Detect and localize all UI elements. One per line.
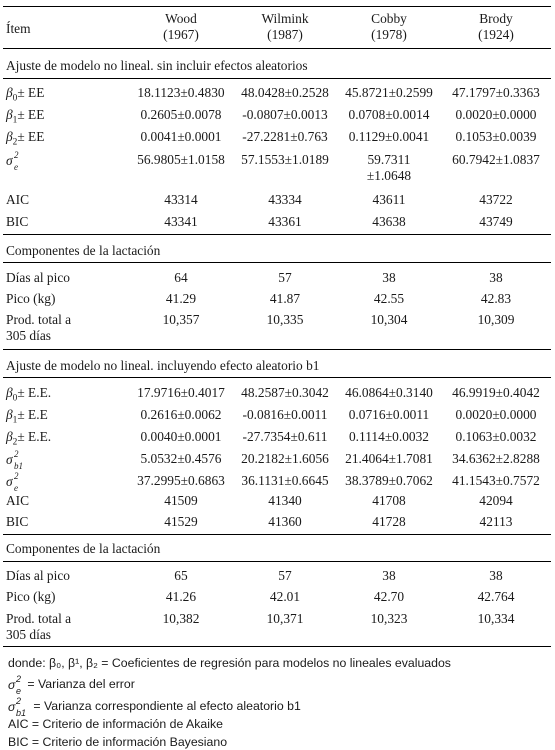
cell: 42094 [479,493,513,508]
cell: 0.1053±0.0039 [455,129,537,144]
cell: 45.8721±0.2599 [345,85,433,100]
cell: 42113 [479,514,513,529]
cell: 0.1063±0.0032 [455,429,537,444]
cell: 41.29 [165,291,197,306]
cell: 43611 [372,192,406,207]
rule-section1 [3,78,551,79]
cell: 17.9716±0.4017 [137,385,225,400]
cell: 43722 [479,192,513,207]
cell: 65 [174,568,188,583]
row-label-prod-2: 305 días [6,328,52,343]
header-wood: Wood [165,11,197,26]
rule-comp2 [3,561,551,562]
header-item: Ítem [6,21,31,36]
cell: 41340 [268,493,302,508]
row-label-peak: Pico (kg) [6,291,56,306]
row-label-days-peak-2: Días al pico [6,568,70,583]
row-label-prod-b-2: 305 días [6,627,52,642]
cell: 10,357 [162,312,200,327]
cell: 43341 [164,214,198,229]
cell: 43749 [479,214,513,229]
row-label-prod: Prod. total a [6,312,72,327]
row-label-b1: $\beta_1\pm$ EE [6,107,45,126]
row-label-bic: BIC [6,214,29,229]
cell: 41728 [372,514,406,529]
cell: 38.3789±0.7062 [345,473,433,488]
cell: 0.0040±0.0001 [140,429,222,444]
row-label-b0: $\beta_0\pm$ EE [6,85,45,104]
cell: 47.1797±0.3363 [452,85,540,100]
cell: 38 [382,568,396,583]
cell: 0.2616±0.0062 [140,407,222,422]
rule-section1-end [3,234,551,235]
cell: 10,382 [162,611,200,626]
comp2-title: Componentes de la lactación [6,541,161,556]
cell: 59.7311 [367,152,411,167]
cell-continuation: ±1.0648 [366,168,412,183]
cell: 43361 [268,214,302,229]
cell: 38 [382,270,396,285]
cell: 21.4064±1.7081 [345,451,433,466]
cell: 56.9805±1.0158 [137,152,225,167]
cell: 0.0716±0.0011 [348,407,430,422]
row-label-b0-ee: $\beta_0\pm E.E$. [6,385,52,404]
cell: 0.2605±0.0078 [140,107,222,122]
cell: 34.6362±2.8288 [452,451,540,466]
header-cobby: Cobby [371,11,407,26]
row-label-aic: AIC [6,192,30,207]
cell: 10,335 [266,312,304,327]
row-label-days-peak: Días al pico [6,270,70,285]
cell: 48.0428±0.2528 [241,85,329,100]
cell: 42.55 [373,291,405,306]
cell: -27.7354±0.611 [242,429,328,444]
header-brody: Brody [479,11,513,26]
cell: 0.0708±0.0014 [348,107,430,122]
cell: 42.70 [373,589,405,604]
cell: 0.0041±0.0001 [140,129,222,144]
cell: 0.1129±0.0041 [348,129,430,144]
cell: 46.0864±0.3140 [345,385,433,400]
cell: 43314 [164,192,198,207]
cell: 5.0532±0.4576 [140,451,222,466]
rule-header [3,48,551,49]
cell: 10,371 [266,611,304,626]
cell: 42.01 [269,589,301,604]
cell: 41708 [372,493,406,508]
header-wilmink-year: (1987) [267,27,303,42]
cell: 43638 [372,214,406,229]
cell: 43334 [268,192,302,207]
cell: 38 [489,568,503,583]
header-cobby-year: (1978) [371,27,407,42]
cell: 41360 [268,514,302,529]
cell: 60.7942±1.0837 [452,152,540,167]
header-brody-year: (1924) [478,27,514,42]
rule-section2 [3,377,551,378]
cell: 41.1543±0.7572 [452,473,540,488]
cell: 48.2587±0.3042 [241,385,329,400]
cell: 46.9919±0.4042 [452,385,540,400]
cell: 57.1553±1.0189 [241,152,329,167]
row-label-sigma-e: σ 2 e [6,150,19,172]
header-wilmink: Wilmink [261,11,309,26]
footnote-b1-variance: σ 2 b1 = Varianza correspondiente al efecto aleatorio b1 [8,696,301,718]
cell: 41529 [164,514,198,529]
cell: 64 [174,270,188,285]
row-label-aic-2: AIC [6,493,30,508]
cell: 41.26 [165,589,197,604]
row-label-b1-ee: $\beta_1\pm E.E$ [6,407,48,426]
cell: 10,334 [477,611,515,626]
cell: -0.0816±0.0011 [242,407,328,422]
cell: 20.2182±1.6056 [241,451,329,466]
section1-title: Ajuste de modelo no lineal. sin incluir efectos aleatorios [6,58,308,73]
row-label-b2: $\beta_2\pm$ EE [6,129,45,148]
cell: 18.1123±0.4830 [137,85,225,100]
footnote-error-variance: σ 2 e = Varianza del error [8,674,135,696]
cell: 41509 [164,493,198,508]
row-label-sigma-b1: σ 2 b1 [6,449,23,471]
cell: 10,309 [477,312,515,327]
rule-bottom [3,646,551,647]
footnote-aic: AIC = Criterio de información de Akaike [8,717,223,731]
cell: 10,304 [370,312,408,327]
cell: 57 [278,568,292,583]
cell: -0.0807±0.0013 [242,107,328,122]
rule-top [3,6,551,7]
row-label-sigma-e2: σ 2 e [6,471,19,493]
rule-comp1 [3,262,551,263]
cell: 0.1114±0.0032 [348,429,429,444]
cell: 36.1131±0.6645 [241,473,329,488]
footnote-bic: BIC = Criterio de información Bayesiano [8,735,228,749]
cell: 37.2995±0.6863 [137,473,225,488]
section2-title: Ajuste de modelo no lineal. incluyendo efecto aleatorio b1 [6,358,320,373]
row-label-b2-ee: $\beta_2\pm E.E$. [6,429,52,448]
cell: 57 [278,270,292,285]
cell: 0.0020±0.0000 [455,407,537,422]
cell: 38 [489,270,503,285]
cell: 42.764 [477,589,515,604]
cell: 42.83 [480,291,512,306]
header-wood-year: (1967) [163,27,199,42]
cell: 41.87 [269,291,301,306]
cell: -27.2281±0.763 [242,129,328,144]
footnote-coefficients: donde: β₀, β¹, β₂ = Coeficientes de regresión para modelos no lineales evaluados [8,656,451,670]
comp1-title: Componentes de la lactación [6,243,161,258]
row-label-bic-2: BIC [6,514,29,529]
cell: 10,323 [370,611,408,626]
row-label-prod-b: Prod. total a [6,611,72,626]
row-label-peak-2: Pico (kg) [6,589,56,604]
rule-section2-end [3,534,551,535]
rule-comp1-end [3,349,551,350]
cell: 0.0020±0.0000 [455,107,537,122]
